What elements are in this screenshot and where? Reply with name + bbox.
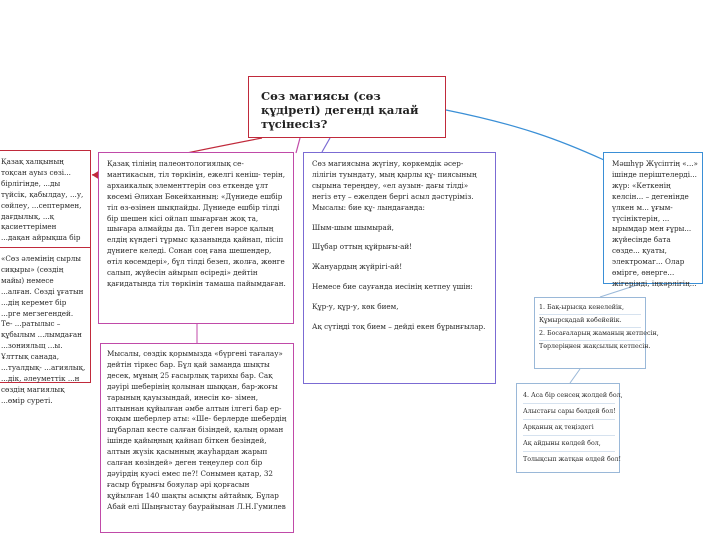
list-item: Төрлеріңнен жақсылық кетпесін. bbox=[539, 343, 651, 350]
central-topic[interactable]: Сөз магиясы (сөз құдіреті) дегенді қалай түсінесіз? bbox=[248, 76, 446, 138]
list-item: 2. Босағаларың жаманың жетпесін, bbox=[539, 328, 641, 341]
purple-para-1: Сөз магиясына жүгіну, көркемдік әсер- лілігін туындату, мың қырлы құ- пиясының сырына тереңдеу, «ел аузын- дағы тілді» негіз ету – ежелден бергі асыл дәстүріміз. Мысалы: бие құ- лындағанда: bbox=[312, 159, 477, 212]
purple-para-3: Шұбар оттың құйрығы-ай! bbox=[312, 242, 413, 252]
purple-para-5: Немесе бие сауғанда иесінің кетпеу үшін: bbox=[312, 282, 473, 292]
node-left-red[interactable]: Қазақ халқының тоқсан ауыз сөзі... бірлігінде, ...ды түйсік, қабылдау, ...у, сөйлеу, ...септермен, дағдылық, ...қ қасиеттерімен ...дақан айрықша бір bbox=[0, 150, 91, 254]
list-item: Алыстағы сары бөлдей бол! bbox=[523, 404, 615, 420]
node-pink[interactable]: Қазақ тілінің палеонтологиялық се- мантикасын, тіл төркінін, ежелгі кеніш- терін, архаикалық элементтерін сөз еткенде ұлт көсемі Әлихан Бөкейханның: «Дүниеде ешбір тіл өз-өзінен шықпайды. Дүниеде ешбір тілді бір шешен кісі ойлап шығарған жоқ та, шығара алмайды да. Тіл деген нәрсе қалың елдің күндегі тұрмыс қазанында қайнап, пісіп дүниеге келеді. Сонан соң ғана шешендер, өтіл көсемдері», бұл тілді безеп, жолға, жөнге салып, жүйесін айырып өсіреді» дейтін қағидатында тіл төркінін тамаша пайымдаған. bbox=[98, 152, 294, 324]
node-list-4[interactable] bbox=[516, 383, 623, 473]
list-item: 1. Бақ-ырысқа кенелейік, bbox=[539, 302, 641, 315]
purple-para-4: Жануардың жүйрігі-ай! bbox=[312, 262, 403, 272]
line-to-pink bbox=[296, 138, 300, 153]
node-blue[interactable]: Мәшһүр Жүсіптің «...» ішінде періштелерді... жүр: «Кеткенің келсін... – дегенінде үлкен м... ұғым-түсініктерін, ... ырымдар мен ғұры... жүйесінде бата сөзде... қуаты, электромаг... Олар өмірге, өнерге... жігерінді, іңкәрлігің... bbox=[603, 152, 703, 284]
list-item: Арқаның ақ теңіздегі bbox=[523, 420, 615, 436]
node-purple[interactable] bbox=[303, 152, 496, 384]
list-item: Ақ айдыны көлдей бол, bbox=[523, 436, 615, 452]
list-item: 4. Аса бір сенсең жолдей бол, bbox=[523, 388, 615, 404]
node-pink-2[interactable]: Мысалы, сөздік қорымызда «бүргені тағалау» дейтін тіркес бар. Бұл қай заманда шықты десек, мұның 25 ғасырлық тарихы бар. Сақ дәуірі шеберінің қолынан шыққан, бар-жоғы тарының қауызындай, инесін кө- зімен, алтыннан құйылған әмбе алтын ілгегі бар ер-тоқым шеберлер аты: «Ше- берлерде шебердің шұбарлап кесте салған бізіндей, қалың орман ішінде қайыңның қайнап біткен безіндей, алтын жүзік қасынның жауһардан жарып салған көзіндей» деген теңеулер сол бір дәуірдің куәсі емес пе?! Сонымен қатар, 32 ғасыр бұрынғы бояулар әрі қорғасын құйылған 140 шақты асықты айтайық. Бұлар Абай елі Шыңғыстау баурайынан Л.Н.Гумилев bbox=[100, 343, 294, 533]
line-to-purple bbox=[322, 138, 330, 152]
purple-para-7: Ақ сүтіңді тоқ бием – дейді екен бұрынғылар. bbox=[312, 322, 486, 332]
node-left-red-2[interactable]: «Сөз әлемінің сырлы сиқыры» (сөздің майы) немесе ...алған. Сөзді ұғатын ...дің керемет бір ...рге мегзегендей. Те- ...ратылыс – құбылым ...лымдаған ...зонияльщ ...ы. Ұлттық санада, ...туалдық- ...агиялық, ...дік, әлеуметтік ...н сөздің магиялық ...өмір суреті. bbox=[0, 247, 91, 383]
purple-para-6: Құр-у, құр-у, көк бием, bbox=[312, 302, 399, 312]
line-list5-to-list4 bbox=[570, 369, 580, 383]
node-list-5[interactable] bbox=[534, 297, 659, 369]
purple-para-2: Шым-шым шымырай, bbox=[312, 222, 394, 232]
list-item: Толықсып жатқан өлдей бол! bbox=[523, 455, 622, 463]
list-item: Құмырсқадай көбейейік. bbox=[539, 315, 641, 328]
